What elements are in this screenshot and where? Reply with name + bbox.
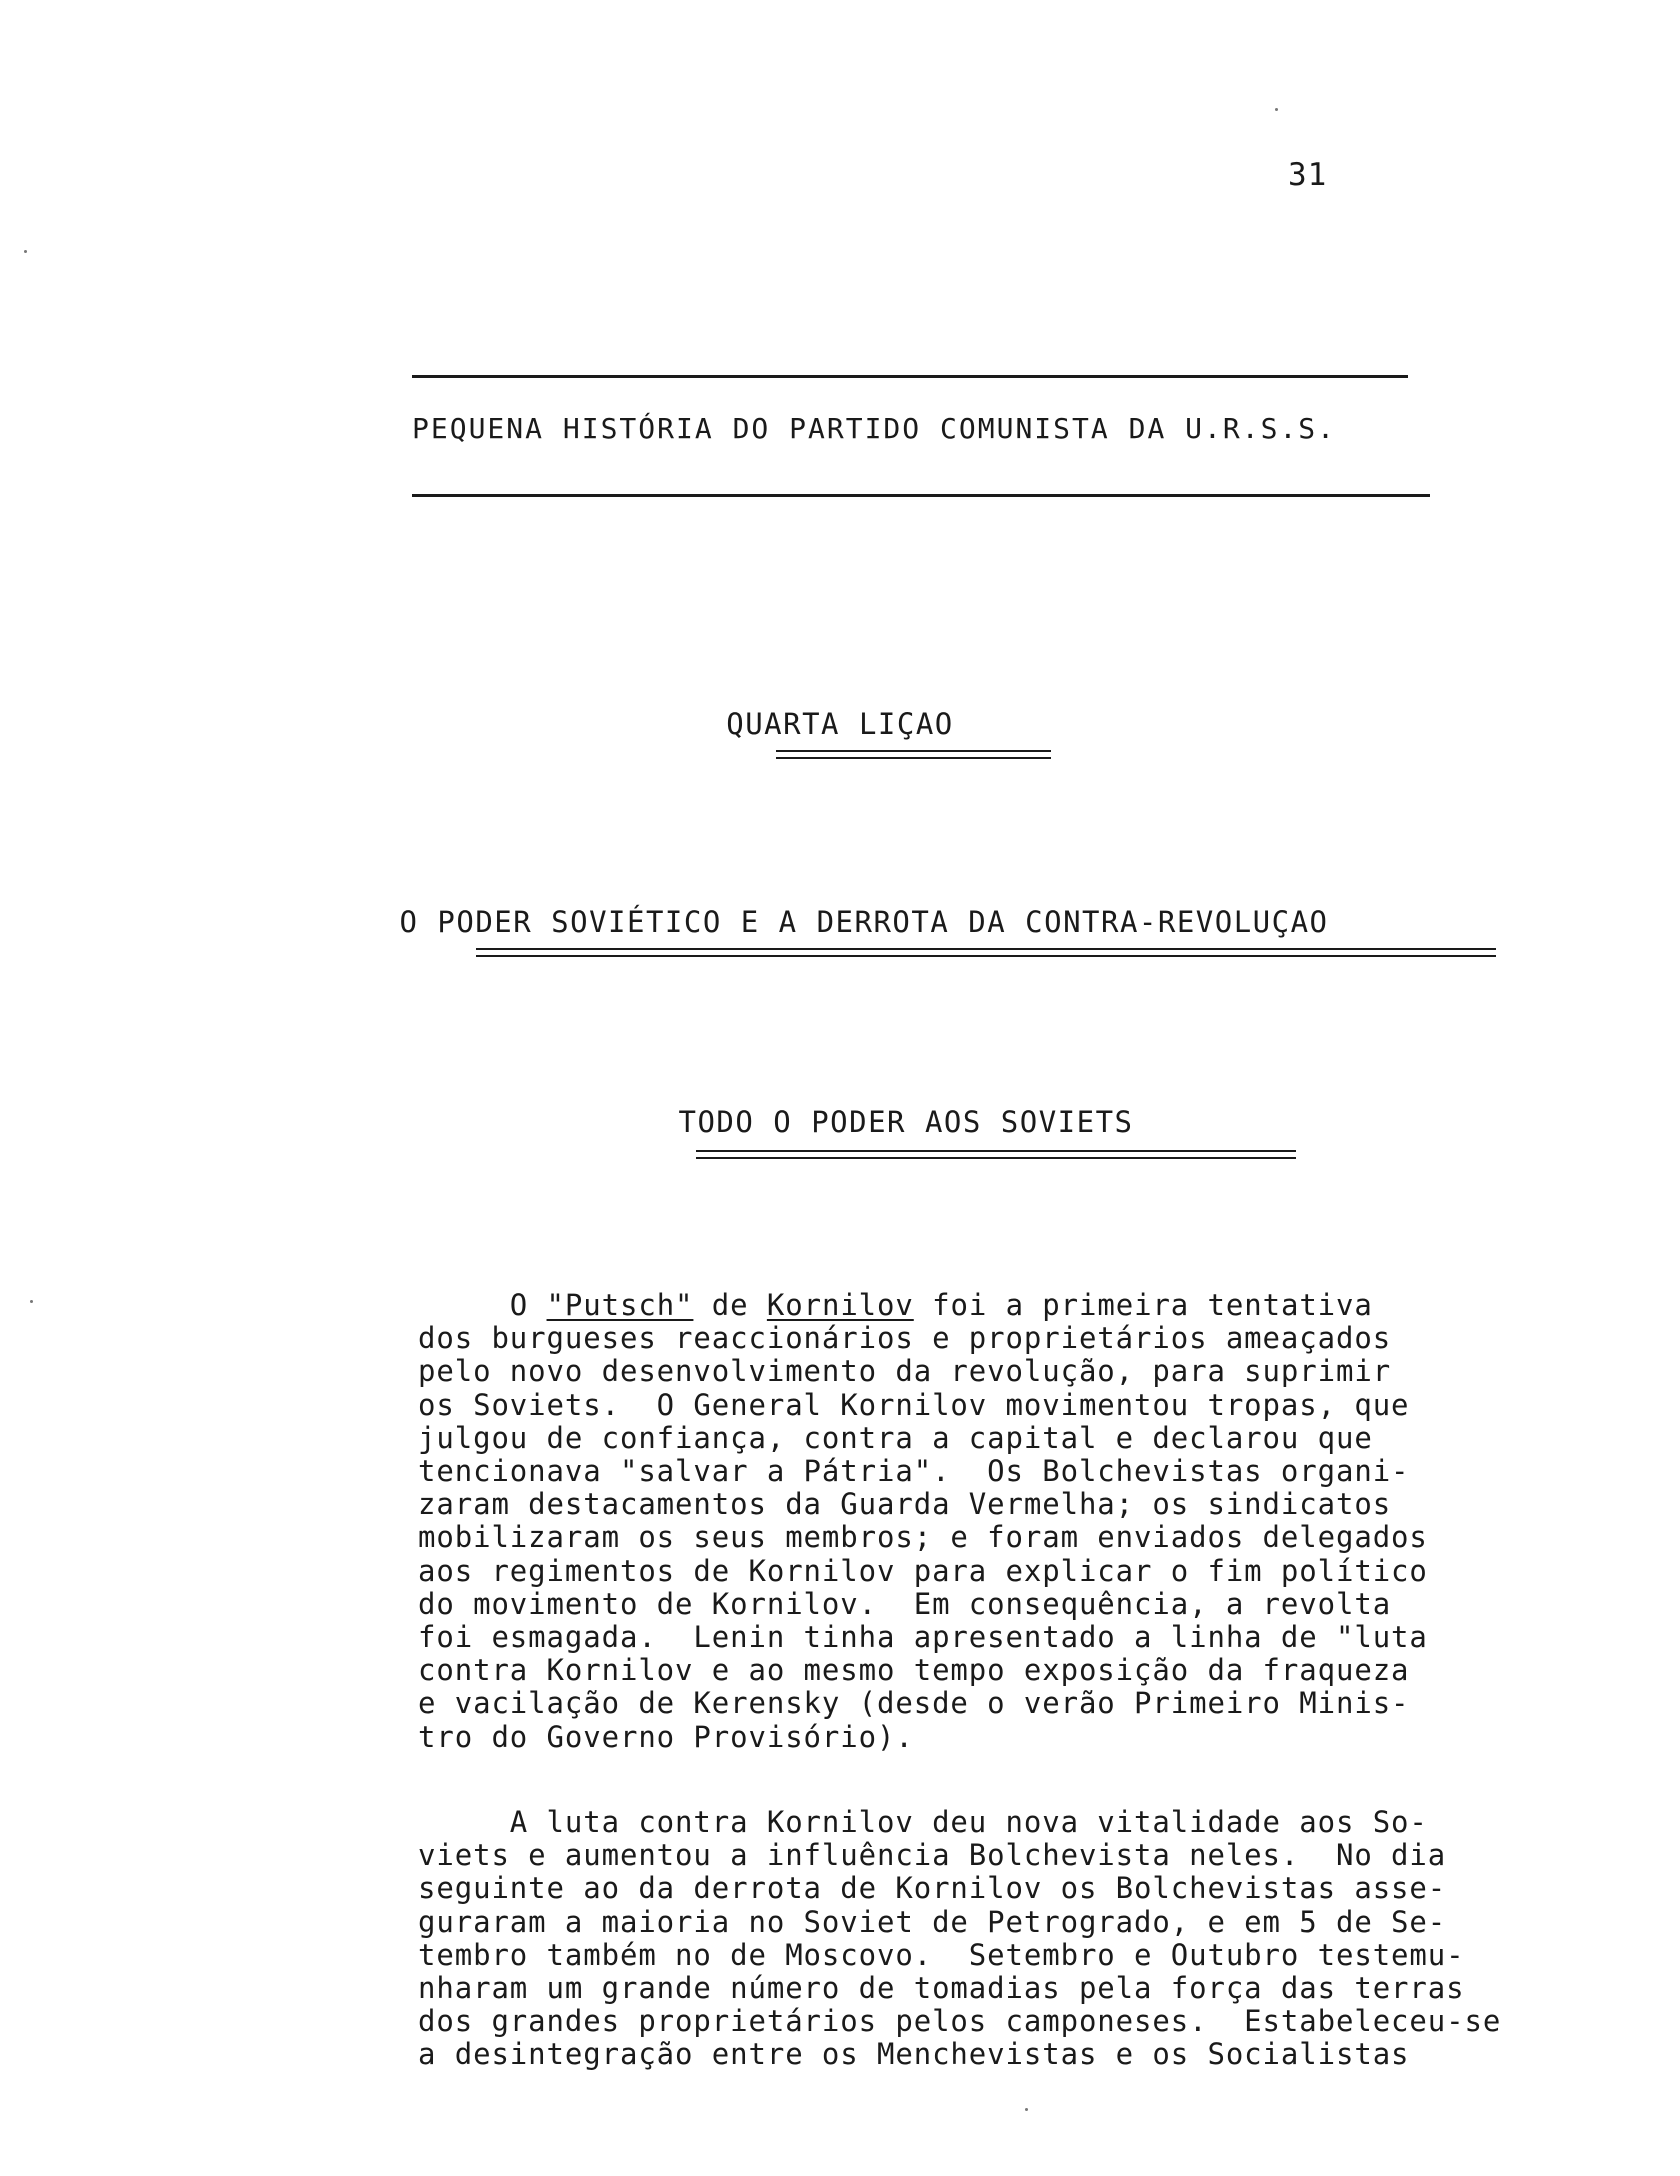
book-title: PEQUENA HISTÓRIA DO PARTIDO COMUNISTA DA U.R.S.S. [412, 412, 1337, 445]
section-title: TODO O PODER AOS SOVIETS [678, 1105, 1134, 1139]
putsch-term: "Putsch" [546, 1288, 694, 1322]
page-number: 31 [1288, 157, 1328, 193]
chapter-title: O PODER SOVIÉTICO E A DERROTA DA CONTRA-REVOLUÇAO [399, 905, 1329, 939]
scan-speck [1025, 2108, 1028, 2111]
section-title-underline [696, 1150, 1296, 1159]
paragraph-1 [418, 1289, 1638, 1754]
paragraph-1-text: foi a primeira tentativa dos burgueses reaccionários e proprietários ameaçados pelo novo desenvolvimento da revolução, para suprimir os Soviets. O General Kornilov movimentou tropas, que julgou de confiança, contra a capital e declarou que tencionava "salvar a Pátria". Os Bolchevistas organi- zaram destacamentos da Guarda Vermelha; os sindicatos mobilizaram os seus membros; e foram enviados delegados aos regimentos de Kornilov para explicar o fim político do movimento de Kornilov. Em consequência, a revolta foi esmagada. Lenin tinha apresentado a linha de "luta contra Kornilov e ao mesmo tempo exposição da fraqueza e vacilação de Kerensky (desde o verão Primeiro Minis- tro do Governo Provisório). [418, 1288, 1428, 1754]
paragraph-1-indent: O [418, 1288, 547, 1322]
lesson-title: QUARTA LIÇAO [726, 707, 954, 741]
kornilov-term: Kornilov [766, 1288, 914, 1322]
header-rule-bottom [412, 494, 1430, 497]
scan-speck [1275, 108, 1278, 111]
lesson-title-underline [776, 750, 1051, 759]
paragraph-1-mid: de [693, 1288, 767, 1322]
chapter-title-underline [476, 948, 1496, 957]
paragraph-2: A luta contra Kornilov deu nova vitalidade aos So- viets e aumentou a influência Bolchevista neles. No dia seguinte ao da derrota de Kornilov os Bolchevistas asse- guraram a maioria no Soviet de Petrogrado, e em 5 de Se- tembro também no de Moscovo. Setembro e Outubro testemu- nharam um grande número de tomadias pela força das terras dos grandes proprietários pelos camponeses. Estabeleceu-se a desintegração entre os Menchevistas e os Socialistas [418, 1805, 1502, 2072]
scan-speck [24, 250, 27, 253]
header-rule-top [412, 375, 1408, 378]
scan-speck [30, 1300, 33, 1303]
